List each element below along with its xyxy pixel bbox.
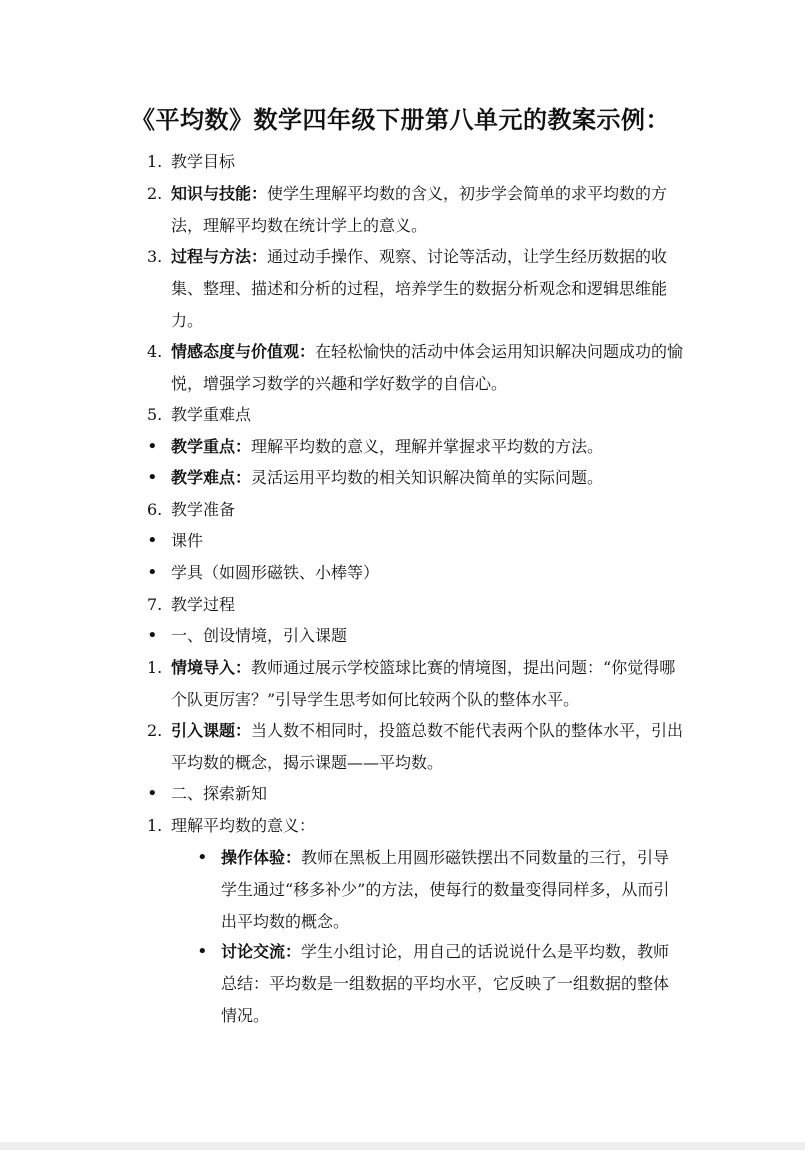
list-item-text: 一、创设情境，引入课题 bbox=[171, 626, 348, 645]
list-item bbox=[131, 557, 691, 589]
list-item-text: 理解平均数的意义： bbox=[171, 816, 316, 835]
list-marker: 2. bbox=[147, 184, 163, 203]
list-item-text: 理解平均数的意义，理解并掌握求平均数的方法。 bbox=[251, 437, 604, 456]
list-marker: 1. bbox=[147, 658, 163, 677]
list-item bbox=[131, 431, 691, 463]
list-marker: 7. bbox=[147, 595, 163, 614]
page-bottom-edge bbox=[0, 1142, 805, 1150]
document-title: 《平均数》数学四年级下册第八单元的教案示例： bbox=[131, 105, 670, 134]
list-item-text: 教学重难点 bbox=[171, 405, 252, 424]
sub-list-item bbox=[193, 936, 683, 1032]
bullet-marker: • bbox=[147, 625, 158, 646]
list-item bbox=[131, 589, 691, 621]
list-item-heading: 情感态度与价值观： bbox=[171, 342, 316, 361]
list-item-text: 当人数不相同时，投篮总数不能代表两个队的整体水平，引出平均数的概念，揭示课题——平均数。 bbox=[171, 721, 684, 772]
list-item-text: 通过动手操作、观察、讨论等活动，让学生经历数据的收集、整理、描述和分析的过程，培养学生的数据分析观念和逻辑思维能力。 bbox=[171, 247, 668, 330]
list-item-text: 教师通过展示学校篮球比赛的情境图，提出问题：“你觉得哪个队更厉害？”引导学生思考如何比较两个队的整体水平。 bbox=[171, 658, 676, 709]
list-item-text: 在轻松愉快的活动中体会运用知识解决问题成功的愉悦，增强学习数学的兴趣和学好数学的自信心。 bbox=[171, 342, 684, 393]
list-marker: 3. bbox=[147, 247, 163, 266]
list-item-text: 学具（如圆形磁铁、小棒等） bbox=[171, 563, 380, 582]
list-item bbox=[131, 399, 691, 431]
list-item-text: 教学目标 bbox=[171, 152, 236, 171]
list-item bbox=[131, 178, 691, 242]
list-item-text: 课件 bbox=[171, 531, 204, 550]
list-item bbox=[131, 715, 691, 779]
list-item bbox=[131, 494, 691, 526]
list-item-text: 学生小组讨论，用自己的话说说什么是平均数，教师总结：平均数是一组数据的平均水平，它反映了一组数据的整体情况。 bbox=[221, 942, 670, 1025]
list-marker: 5. bbox=[147, 405, 163, 424]
list-item bbox=[131, 652, 691, 716]
bullet-marker: • bbox=[197, 847, 208, 868]
list-item bbox=[131, 778, 691, 810]
list-item-heading: 教学难点： bbox=[171, 468, 252, 487]
list-item-heading: 情境导入： bbox=[171, 658, 252, 677]
list-item-heading: 操作体验： bbox=[221, 848, 302, 867]
list-item-heading: 教学重点： bbox=[171, 437, 252, 456]
list-item-heading: 知识与技能： bbox=[171, 184, 268, 203]
list-item-heading: 过程与方法： bbox=[171, 247, 268, 266]
list-item bbox=[131, 462, 691, 494]
list-item bbox=[131, 146, 691, 178]
bullet-marker: • bbox=[147, 783, 158, 804]
list-item bbox=[131, 810, 691, 842]
list-item-heading: 引入课题： bbox=[171, 721, 252, 740]
list-item-heading: 讨论交流： bbox=[221, 942, 302, 961]
list-item bbox=[131, 336, 691, 400]
bullet-marker: • bbox=[147, 530, 158, 551]
list-marker: 6. bbox=[147, 500, 163, 519]
list-item-text: 教学准备 bbox=[171, 500, 236, 519]
list-item-text: 教学过程 bbox=[171, 595, 236, 614]
list-item bbox=[131, 525, 691, 557]
list-item-text: 使学生理解平均数的含义，初步学会简单的求平均数的方法，理解平均数在统计学上的意义。 bbox=[171, 184, 668, 235]
bullet-marker: • bbox=[147, 436, 158, 457]
bullet-marker: • bbox=[147, 467, 158, 488]
list-marker: 1. bbox=[147, 152, 163, 171]
list-marker: 2. bbox=[147, 721, 163, 740]
list-item-text: 二、探索新知 bbox=[171, 784, 268, 803]
list-marker: 1. bbox=[147, 816, 163, 835]
list-item bbox=[131, 620, 691, 652]
list-item-text: 灵活运用平均数的相关知识解决简单的实际问题。 bbox=[251, 468, 604, 487]
list-item-text: 教师在黑板上用圆形磁铁摆出不同数量的三行，引导学生通过“移多补少”的方法，使每行的数量变得同样多，从而引出平均数的概念。 bbox=[221, 848, 670, 931]
bullet-marker: • bbox=[147, 562, 158, 583]
sub-list-item bbox=[193, 842, 683, 938]
bullet-marker: • bbox=[197, 941, 208, 962]
list-marker: 4. bbox=[147, 342, 163, 361]
list-item bbox=[131, 241, 691, 337]
